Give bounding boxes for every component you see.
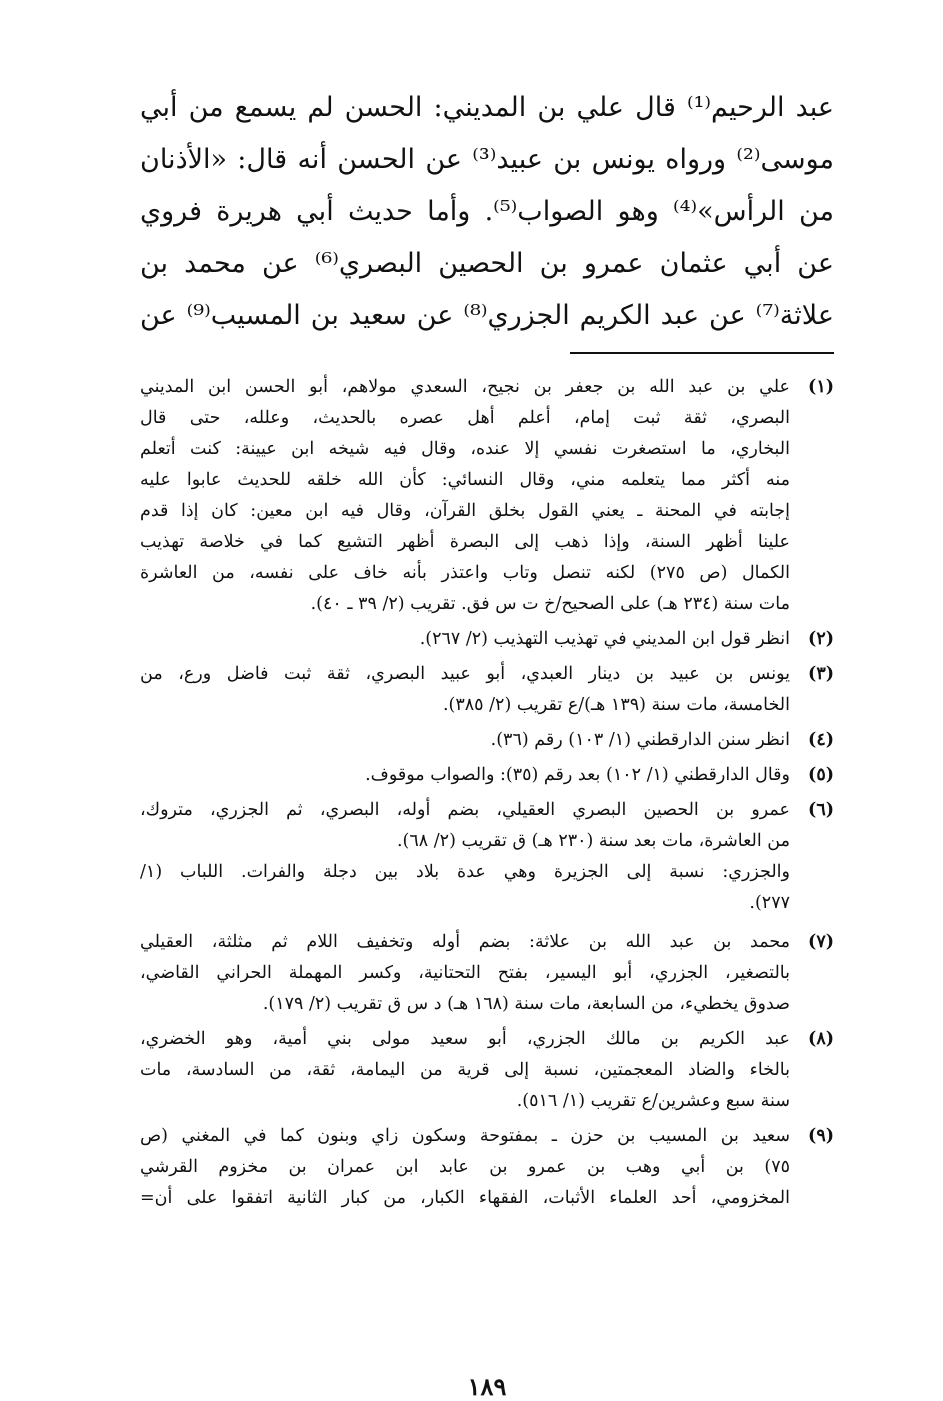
footnote-line: انظر سنن الدارقطني (١/ ١٠٣) رقم (٣٦).: [490, 730, 790, 750]
footnote-text: [140, 624, 790, 655]
footnote-number: (٦): [808, 800, 834, 820]
footnotes: [140, 372, 834, 1218]
main-text: [140, 82, 834, 342]
main-line: علاثة⁽⁷⁾ عن عبد الكريم الجزري⁽⁸⁾ عن سعيد بن المسيب⁽⁹⁾ عن: [140, 300, 834, 331]
footnote-7: [140, 927, 834, 1020]
book-page: [140, 82, 834, 1401]
footnote-line: البخاري، ما استصغرت نفسي إلا عنده، وقال فيه شيخه ابن عيينة: كنت أتعلم: [140, 439, 790, 459]
footnote-line: المخزومي، أحد العلماء الأثبات، الفقهاء الكبار، من كبار الثانية اتفقوا على أن=: [140, 1188, 790, 1208]
main-line: عبد الرحيم⁽¹⁾ قال علي بن المديني: الحسن لم يسمع من أبي: [140, 92, 834, 123]
footnote-line: البصري، ثقة ثبت إمام، أعلم أهل عصره بالحديث، وعلله، حتى قال: [140, 408, 790, 428]
footnote-line: سعيد بن المسيب بن حزن ـ بمفتوحة وسكون زاي وبنون كما في المغني (ص: [140, 1126, 790, 1146]
footnote-text: [140, 1024, 790, 1117]
footnote-3: [140, 659, 834, 721]
footnote-line: من العاشرة، مات بعد سنة (٢٣٠ هـ) ق تقريب (٢/ ٦٨).: [396, 831, 790, 851]
footnote-line: محمد بن عبد الله بن علاثة: بضم أوله وتخفيف اللام ثم مثلثة، العقيلي: [140, 932, 790, 952]
footnote-line: والجزري: نسبة إلى الجزيرة وهي عدة بلاد بين دجلة والفرات. اللباب (١/: [140, 862, 790, 882]
footnote-2: [140, 624, 834, 655]
footnote-line: الخامسة، مات سنة (١٣٩ هـ)/ع تقريب (٢/ ٣٨٥).: [442, 695, 790, 715]
footnote-6: [140, 795, 834, 857]
footnote-line: ٧٥) بن أبي وهب بن عمرو بن عابد ابن عمران بن مخزوم القرشي: [140, 1157, 790, 1177]
footnote-line: صدوق يخطيء، من السابعة، مات سنة (١٦٨ هـ) د س ق تقريب (٢/ ١٧٩).: [262, 994, 790, 1014]
footnote-line: عمرو بن الحصين البصري العقيلي، بضم أوله، البصري، ثم الجزري، متروك،: [140, 800, 790, 820]
footnote-line: انظر قول ابن المديني في تهذيب التهذيب (٢/ ٢٦٧).: [419, 629, 790, 649]
footnote-line: مات سنة (٢٣٤ هـ) على الصحيح/خ ت س فق. تقريب (٢/ ٣٩ ـ ٤٠).: [310, 594, 790, 614]
footnote-number: (٤): [808, 730, 834, 750]
footnote-9: [140, 1121, 834, 1214]
footnote-text: [140, 659, 790, 721]
footnote-line: علينا أظهر السنة، وإذا ذهب إلى البصرة أظهر التشيع كما في خلاصة تهذيب: [140, 532, 790, 552]
footnote-number: (٣): [808, 664, 834, 684]
footnote-line: علي بن عبد الله بن جعفر بن نجيح، السعدي مولاهم، أبو الحسن ابن المديني: [140, 377, 790, 397]
footnote-line: بالتصغير، الجزري، أبو اليسير، بفتح التحتانية، وكسر المهملة الحراني القاضي،: [140, 963, 790, 983]
footnote-text: [140, 760, 790, 791]
footnote-divider: [570, 352, 834, 354]
main-line: عن أبي عثمان عمرو بن الحصين البصري⁽⁶⁾ عن محمد بن: [140, 248, 834, 279]
page-number: ١٨٩: [467, 1372, 507, 1401]
footnote-text: [140, 1121, 790, 1214]
main-line: من الرأس»⁽⁴⁾ وهو الصواب⁽⁵⁾. وأما حديث أبي هريرة فروي: [140, 196, 834, 227]
footnote-line: بالخاء والضاد المعجمتين، نسبة إلى قرية من اليمامة، ثقة، من السادسة، مات: [140, 1060, 790, 1080]
footnote-line: وقال الدارقطني (١/ ١٠٢) بعد رقم (٣٥): والصواب موقوف.: [365, 765, 790, 785]
footnote-line: يونس بن عبيد بن دينار العبدي، أبو عبيد البصري، ثقة ثبت فاضل ورع، من: [140, 664, 790, 684]
footnote-1: [140, 372, 834, 620]
footnote-line: ٢٧٧).: [749, 893, 790, 913]
footnote-text: [140, 927, 790, 1020]
footnote-line: سنة سبع وعشرين/ع تقريب (١/ ٥١٦).: [516, 1091, 790, 1111]
footnote-line: منه أكثر مما يتعلمه مني، وقال النسائي: كأن الله خلقه للحديث عابوا عليه: [140, 470, 790, 490]
footnote-number: (٨): [808, 1029, 834, 1049]
footnote-number: (٢): [808, 629, 834, 649]
main-line: موسى⁽²⁾ ورواه يونس بن عبيد⁽³⁾ عن الحسن أنه قال: «الأذنان: [140, 144, 834, 175]
footnote-line: عبد الكريم بن مالك الجزري، أبو سعيد مولى بني أمية، وهو الخضري،: [140, 1029, 790, 1049]
footnote-4: [140, 725, 834, 756]
footnote-5: [140, 760, 834, 791]
footnote-line: الكمال (ص ٢٧٥) لكنه تنصل وتاب واعتذر بأنه خاف على نفسه، من العاشرة: [140, 563, 790, 583]
footnote-8: [140, 1024, 834, 1117]
footnote-line: إجابته في المحنة ـ يعني القول بخلق القرآن، وقال فيه ابن معين: كان إذا قدم: [140, 501, 790, 521]
footnote-number: (٩): [808, 1126, 834, 1146]
footnote-6-continuation: [140, 857, 790, 919]
footnote-text: [140, 725, 790, 756]
footnote-number: (١): [808, 377, 834, 397]
footnote-text: [140, 372, 790, 620]
footnote-text: [140, 795, 790, 857]
footnote-number: (٥): [808, 765, 834, 785]
footnote-number: (٧): [808, 932, 834, 952]
